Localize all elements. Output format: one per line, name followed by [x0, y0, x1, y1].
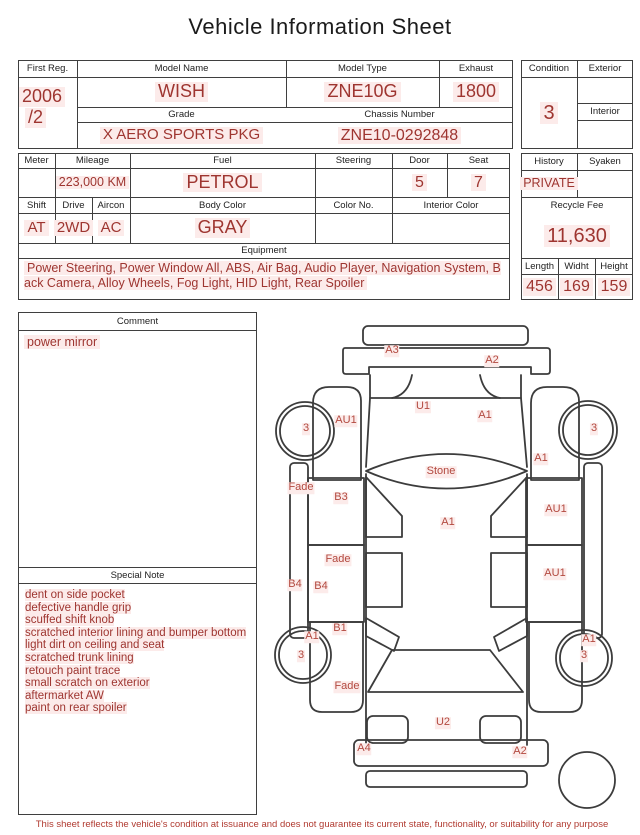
- damage-marker: 3: [590, 422, 598, 435]
- special-note-item: retouch paint trace: [25, 664, 121, 677]
- interior-color-value: [392, 213, 510, 243]
- fuel-value: PETROL: [130, 168, 315, 197]
- damage-marker: A2: [513, 745, 527, 758]
- model-name-label: Model Name: [154, 63, 209, 74]
- special-note-item: aftermarket AW: [25, 689, 104, 702]
- drive-value: 2WD: [55, 213, 92, 243]
- interior-value: [577, 120, 633, 149]
- damage-marker: U2: [435, 716, 451, 729]
- comment-box: [18, 312, 257, 815]
- history-value: PRIVATE: [521, 170, 577, 197]
- damage-marker: 3: [580, 649, 588, 662]
- damage-marker: U1: [415, 400, 431, 413]
- seat-label: Seat: [468, 155, 489, 166]
- width-value: 169: [558, 274, 595, 300]
- model-type-label: Model Type: [338, 63, 387, 74]
- meter-value: [18, 168, 55, 197]
- comment-text: power mirror: [24, 335, 249, 350]
- special-note-item: scratched trunk lining: [25, 651, 134, 664]
- syaken-label: Syaken: [589, 156, 621, 167]
- damage-marker: B4: [288, 578, 302, 591]
- special-note-list: [25, 589, 252, 715]
- special-note-label: Special Note: [110, 570, 165, 581]
- height-label: Height: [600, 260, 628, 272]
- damage-marker: AU1: [545, 503, 567, 516]
- special-note-item: defective handle grip: [25, 601, 132, 614]
- chassis-number-label: Chassis Number: [364, 109, 435, 120]
- syaken-value: [577, 170, 633, 197]
- damage-marker: A1: [305, 630, 319, 643]
- damage-marker: AU1: [335, 414, 357, 427]
- damage-marker: A2: [485, 354, 499, 367]
- damage-marker: Fade: [325, 553, 351, 566]
- body-color-value: GRAY: [130, 213, 315, 243]
- model-type-value: ZNE10G: [286, 77, 439, 107]
- color-no-label: Color No.: [333, 199, 374, 211]
- length-label: Length: [524, 260, 555, 272]
- damage-marker: Stone: [426, 465, 456, 478]
- shift-value: AT: [18, 213, 55, 243]
- damage-marker: A1: [478, 409, 492, 422]
- mileage-label: Mileage: [75, 155, 110, 166]
- footer-disclaimer: This sheet reflects the vehicle's condition at issuance and does not guarantee its current state, functionality, or suitability for any purpose: [35, 819, 609, 830]
- steering-label: Steering: [335, 155, 372, 166]
- exterior-label: Exterior: [588, 63, 622, 74]
- chassis-number-value: ZNE10-0292848: [286, 122, 513, 149]
- meter-label: Meter: [24, 155, 49, 166]
- damage-marker: A1: [441, 516, 455, 529]
- door-value: 5: [392, 168, 447, 197]
- damage-marker: A4: [357, 742, 371, 755]
- damage-marker: A1: [582, 633, 596, 646]
- grade-label: Grade: [168, 109, 195, 120]
- exhaust-value: 1800: [439, 77, 513, 107]
- recycle-fee-label: Recycle Fee: [550, 200, 604, 211]
- recycle-fee-value: 11,630: [521, 214, 633, 258]
- page-title: Vehicle Information Sheet: [188, 14, 452, 39]
- damage-marker: Fade: [288, 481, 314, 494]
- exhaust-label: Exhaust: [458, 63, 494, 74]
- grade-value: X AERO SPORTS PKG: [77, 122, 286, 149]
- width-label: Widht: [564, 260, 589, 272]
- damage-marker: B1: [333, 622, 347, 635]
- length-value: 456: [521, 274, 558, 300]
- drive-label: Drive: [62, 199, 85, 211]
- model-name-value: WISH: [77, 77, 286, 107]
- seat-value: 7: [447, 168, 510, 197]
- damage-markers-layer: [258, 315, 640, 815]
- damage-marker: B3: [334, 491, 348, 504]
- aircon-label: Aircon: [97, 199, 125, 211]
- special-note-item: scuffed shift knob: [25, 614, 115, 627]
- special-note-item: light dirt on ceiling and seat: [25, 639, 165, 652]
- condition-value: 3: [521, 77, 577, 149]
- door-label: Door: [409, 155, 430, 166]
- equipment-value: Power Steering, Power Window All, ABS, Air Bag, Audio Player, Navigation System, Back Camera, Alloy Wheels, Fog Light, HID Light, Rear Spoiler: [24, 261, 501, 290]
- exterior-value: [577, 77, 633, 103]
- interior-label: Interior: [590, 106, 620, 117]
- damage-marker: A3: [385, 344, 399, 357]
- first-reg-value: 2006 /2: [19, 86, 77, 128]
- special-note-item: scratched interior lining and bumper bottom: [25, 626, 247, 639]
- damage-marker: 3: [297, 649, 305, 662]
- car-damage-diagram: [258, 315, 640, 815]
- divider: [18, 583, 257, 584]
- interior-color-label: Interior Color: [423, 199, 479, 211]
- damage-marker: AU1: [544, 567, 566, 580]
- aircon-value: AC: [92, 213, 130, 243]
- mileage-value: 223,000 KM: [55, 168, 130, 197]
- condition-label: Condition: [528, 63, 570, 74]
- equipment-label: Equipment: [241, 245, 287, 256]
- fuel-label: Fuel: [213, 155, 232, 166]
- special-note-item: small scratch on exterior: [25, 677, 150, 690]
- history-label: History: [534, 156, 564, 167]
- first-reg-label: First Reg.: [26, 63, 69, 74]
- height-value: 159: [595, 274, 633, 300]
- damage-marker: Fade: [334, 680, 360, 693]
- special-note-item: paint on rear spoiler: [25, 702, 127, 715]
- comment-label: Comment: [116, 315, 159, 327]
- divider: [18, 330, 257, 331]
- shift-label: Shift: [26, 199, 46, 211]
- damage-marker: B4: [314, 580, 328, 593]
- damage-marker: A1: [534, 452, 548, 465]
- special-note-item: dent on side pocket: [25, 589, 125, 601]
- steering-value: [315, 168, 392, 197]
- body-color-label: Body Color: [199, 199, 246, 211]
- color-no-value: [315, 213, 392, 243]
- damage-marker: 3: [302, 422, 310, 435]
